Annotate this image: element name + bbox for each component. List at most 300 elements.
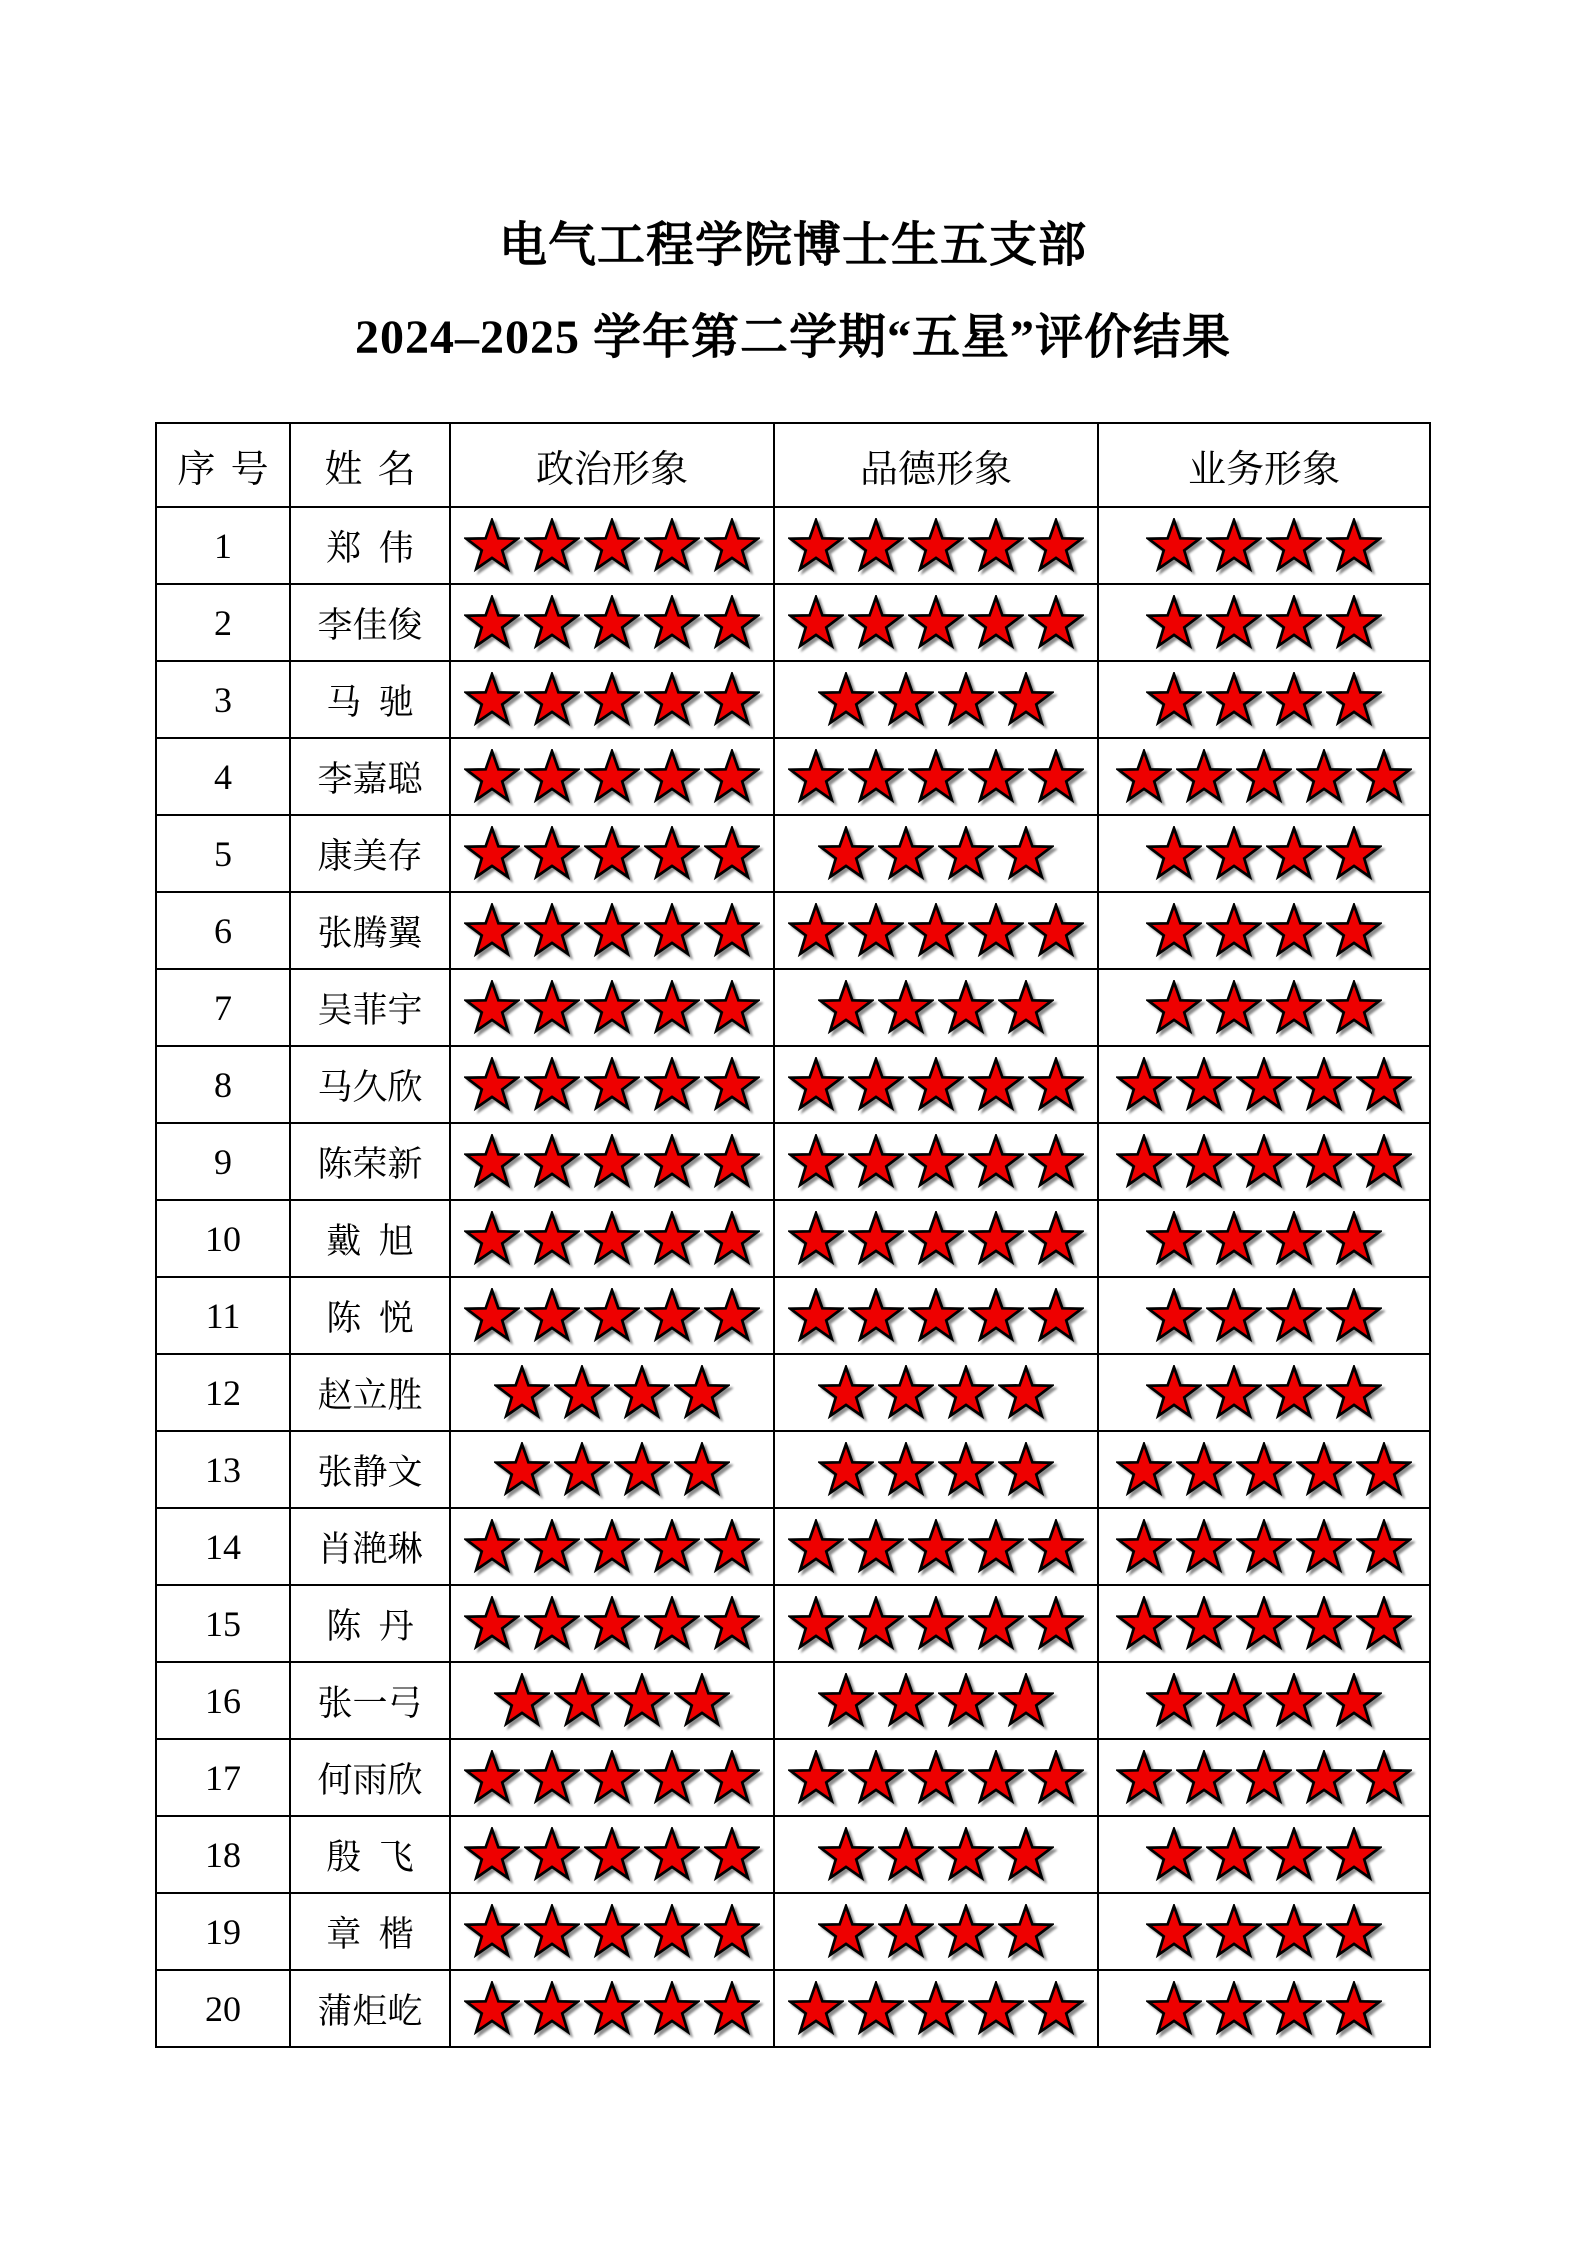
star-icon [644,826,700,882]
political-star-rating [451,1519,773,1575]
star-icon [788,1981,844,2037]
star-icon [494,1673,550,1729]
moral-star-rating [775,1519,1097,1575]
star-icon [464,1750,520,1806]
table-row [156,1354,1430,1431]
row-name-cell: 马驰 [290,661,450,738]
star-icon [848,1134,904,1190]
row-number-cell: 18 [156,1816,290,1893]
star-icon [968,595,1024,651]
star-icon [968,1134,1024,1190]
rating-table-body [156,507,1430,2047]
star-icon [1206,1673,1262,1729]
professional-star-rating [1099,1981,1429,2037]
professional-rating-cell [1098,1739,1430,1816]
political-rating-cell [450,892,774,969]
star-icon [464,1288,520,1344]
star-icon [584,1288,640,1344]
star-icon [644,749,700,805]
star-icon [998,1904,1054,1960]
moral-rating-cell [774,892,1098,969]
star-icon [1176,1134,1232,1190]
star-icon [1116,1442,1172,1498]
star-icon [788,1057,844,1113]
star-icon [788,1211,844,1267]
star-icon [1326,1365,1382,1421]
star-icon [1296,1442,1352,1498]
star-icon [704,1211,760,1267]
political-star-rating [451,903,773,959]
star-icon [554,1442,610,1498]
star-icon [938,826,994,882]
political-star-rating [451,1750,773,1806]
star-icon [848,749,904,805]
star-icon [938,1673,994,1729]
row-number-cell: 15 [156,1585,290,1662]
row-name-cell: 吴菲宇 [290,969,450,1046]
star-icon [1146,672,1202,728]
star-icon [1176,1519,1232,1575]
star-icon [1146,1827,1202,1883]
professional-star-rating [1099,1904,1429,1960]
star-icon [644,1288,700,1344]
star-icon [788,1750,844,1806]
star-icon [524,749,580,805]
row-number-cell: 16 [156,1662,290,1739]
political-rating-cell [450,1662,774,1739]
row-number-cell: 10 [156,1200,290,1277]
star-icon [1356,1442,1412,1498]
star-icon [848,1596,904,1652]
moral-star-rating [775,1596,1097,1652]
moral-rating-cell [774,1508,1098,1585]
row-name-cell: 张腾翼 [290,892,450,969]
star-icon [584,595,640,651]
star-icon [1028,1057,1084,1113]
star-icon [1176,749,1232,805]
star-icon [1206,518,1262,574]
star-icon [908,1750,964,1806]
political-star-rating [451,518,773,574]
moral-star-rating [775,749,1097,805]
star-icon [1146,826,1202,882]
moral-rating-cell [774,507,1098,584]
professional-star-rating [1099,1750,1429,1806]
political-star-rating [451,672,773,728]
star-icon [524,1827,580,1883]
professional-rating-cell [1098,1893,1430,1970]
moral-star-rating [775,980,1097,1036]
star-icon [524,1288,580,1344]
star-icon [1206,1827,1262,1883]
star-icon [1028,1288,1084,1344]
row-number-cell: 13 [156,1431,290,1508]
moral-star-rating [775,1057,1097,1113]
star-icon [644,518,700,574]
row-name-cell: 张静文 [290,1431,450,1508]
professional-rating-cell [1098,1200,1430,1277]
row-name-cell: 肖滟琳 [290,1508,450,1585]
star-icon [584,903,640,959]
political-rating-cell [450,584,774,661]
star-icon [1206,1365,1262,1421]
star-icon [674,1365,730,1421]
moral-rating-cell [774,1277,1098,1354]
political-rating-cell [450,1739,774,1816]
star-icon [1266,1904,1322,1960]
row-number-cell: 17 [156,1739,290,1816]
moral-star-rating [775,518,1097,574]
star-icon [1266,595,1322,651]
star-icon [584,980,640,1036]
moral-star-rating [775,1442,1097,1498]
row-name-cell: 李佳俊 [290,584,450,661]
star-icon [1146,903,1202,959]
star-icon [788,1596,844,1652]
star-icon [938,1442,994,1498]
professional-rating-cell [1098,1123,1430,1200]
star-icon [1236,1134,1292,1190]
professional-star-rating [1099,749,1429,805]
star-icon [848,1750,904,1806]
moral-rating-cell [774,1354,1098,1431]
star-icon [1028,595,1084,651]
star-icon [644,1057,700,1113]
star-icon [968,518,1024,574]
star-icon [524,1134,580,1190]
row-number-cell: 2 [156,584,290,661]
star-icon [1266,903,1322,959]
row-name-cell: 章楷 [290,1893,450,1970]
star-icon [1176,1596,1232,1652]
row-number-cell: 8 [156,1046,290,1123]
star-icon [1356,1134,1412,1190]
moral-star-rating [775,672,1097,728]
star-icon [524,903,580,959]
star-icon [938,1827,994,1883]
star-icon [1356,1750,1412,1806]
star-icon [1326,980,1382,1036]
row-name-cell: 殷飞 [290,1816,450,1893]
star-icon [878,1365,934,1421]
political-rating-cell [450,1277,774,1354]
star-icon [1236,1519,1292,1575]
star-icon [1236,1596,1292,1652]
row-number-cell: 4 [156,738,290,815]
star-icon [788,1519,844,1575]
star-icon [704,518,760,574]
star-icon [524,595,580,651]
table-row [156,815,1430,892]
star-icon [1028,1211,1084,1267]
table-row [156,1277,1430,1354]
star-icon [848,518,904,574]
professional-star-rating [1099,980,1429,1036]
star-icon [704,1904,760,1960]
star-icon [1116,1596,1172,1652]
star-icon [1356,1596,1412,1652]
star-icon [1206,903,1262,959]
row-number-cell: 7 [156,969,290,1046]
star-icon [848,595,904,651]
professional-star-rating [1099,1827,1429,1883]
row-number-cell: 6 [156,892,290,969]
star-icon [968,1596,1024,1652]
star-icon [524,1750,580,1806]
table-row [156,969,1430,1046]
star-icon [788,595,844,651]
star-icon [1028,1134,1084,1190]
header-no: 序号 [156,423,290,507]
star-icon [878,1442,934,1498]
political-star-rating [451,1211,773,1267]
star-icon [1266,1365,1322,1421]
professional-rating-cell [1098,1277,1430,1354]
political-rating-cell [450,1508,774,1585]
professional-rating-cell [1098,1970,1430,2047]
star-icon [968,1519,1024,1575]
star-icon [704,980,760,1036]
row-number-cell: 9 [156,1123,290,1200]
moral-rating-cell [774,1970,1098,2047]
star-icon [1296,1519,1352,1575]
moral-rating-cell [774,969,1098,1046]
moral-rating-cell [774,1816,1098,1893]
star-icon [584,1211,640,1267]
star-icon [908,903,964,959]
star-icon [878,1673,934,1729]
professional-star-rating [1099,903,1429,959]
star-icon [908,1981,964,2037]
moral-star-rating [775,1211,1097,1267]
star-icon [1326,1827,1382,1883]
header-name: 姓名 [290,423,450,507]
professional-star-rating [1099,672,1429,728]
star-icon [1236,1057,1292,1113]
star-icon [464,903,520,959]
star-icon [788,1134,844,1190]
professional-rating-cell [1098,1662,1430,1739]
star-icon [1266,1211,1322,1267]
table-row [156,1739,1430,1816]
star-icon [998,1442,1054,1498]
political-rating-cell [450,1970,774,2047]
star-icon [1206,980,1262,1036]
star-icon [1296,749,1352,805]
star-icon [788,518,844,574]
star-icon [704,903,760,959]
political-rating-cell [450,1431,774,1508]
professional-rating-cell [1098,1354,1430,1431]
star-icon [704,1596,760,1652]
political-rating-cell [450,969,774,1046]
star-icon [464,980,520,1036]
political-star-rating [451,1904,773,1960]
star-icon [524,1981,580,2037]
professional-rating-cell [1098,738,1430,815]
star-icon [1296,1750,1352,1806]
header-professional: 业务形象 [1098,423,1430,507]
star-icon [1356,1057,1412,1113]
star-icon [704,595,760,651]
star-icon [908,1134,964,1190]
star-icon [1296,1134,1352,1190]
star-icon [1326,1211,1382,1267]
table-row [156,892,1430,969]
political-star-rating [451,1057,773,1113]
star-icon [818,1365,874,1421]
star-icon [1028,749,1084,805]
star-icon [1146,518,1202,574]
star-icon [464,1904,520,1960]
political-rating-cell [450,738,774,815]
star-icon [908,1288,964,1344]
star-icon [848,1981,904,2037]
star-icon [818,826,874,882]
political-star-rating [451,1827,773,1883]
star-icon [704,749,760,805]
star-icon [584,1134,640,1190]
moral-rating-cell [774,1739,1098,1816]
star-icon [1146,1981,1202,2037]
star-icon [848,1211,904,1267]
row-name-cell: 何雨欣 [290,1739,450,1816]
moral-star-rating [775,1981,1097,2037]
row-name-cell: 郑伟 [290,507,450,584]
moral-star-rating [775,1827,1097,1883]
star-icon [464,672,520,728]
star-icon [1266,1981,1322,2037]
row-name-cell: 张一弓 [290,1662,450,1739]
moral-rating-cell [774,1200,1098,1277]
star-icon [1028,1981,1084,2037]
professional-rating-cell [1098,584,1430,661]
star-icon [644,1904,700,1960]
star-icon [1326,1904,1382,1960]
star-icon [1356,749,1412,805]
star-icon [614,1442,670,1498]
star-icon [968,1211,1024,1267]
star-icon [1236,1442,1292,1498]
moral-star-rating [775,1134,1097,1190]
star-icon [818,1827,874,1883]
star-icon [848,1057,904,1113]
moral-star-rating [775,903,1097,959]
political-rating-cell [450,661,774,738]
star-icon [1236,1750,1292,1806]
moral-rating-cell [774,815,1098,892]
star-icon [1206,595,1262,651]
star-icon [584,1981,640,2037]
political-rating-cell [450,1200,774,1277]
star-icon [644,1596,700,1652]
star-icon [878,1904,934,1960]
star-icon [524,1596,580,1652]
star-icon [584,1904,640,1960]
star-icon [644,1519,700,1575]
star-icon [938,1904,994,1960]
table-row [156,661,1430,738]
political-star-rating [451,1596,773,1652]
row-name-cell: 康美存 [290,815,450,892]
table-row [156,584,1430,661]
moral-rating-cell [774,1046,1098,1123]
professional-star-rating [1099,1442,1429,1498]
row-number-cell: 3 [156,661,290,738]
political-star-rating [451,980,773,1036]
star-icon [908,518,964,574]
moral-star-rating [775,1750,1097,1806]
star-icon [644,903,700,959]
row-number-cell: 11 [156,1277,290,1354]
star-icon [1176,1442,1232,1498]
star-icon [584,1750,640,1806]
professional-rating-cell [1098,1508,1430,1585]
row-name-cell: 马久欣 [290,1046,450,1123]
star-icon [584,826,640,882]
star-icon [1028,1519,1084,1575]
professional-rating-cell [1098,1046,1430,1123]
star-icon [998,1365,1054,1421]
star-icon [704,672,760,728]
moral-rating-cell [774,584,1098,661]
political-star-rating [451,1365,773,1421]
star-icon [908,1519,964,1575]
star-icon [818,980,874,1036]
row-name-cell: 戴旭 [290,1200,450,1277]
star-icon [1266,1827,1322,1883]
star-icon [848,903,904,959]
professional-rating-cell [1098,815,1430,892]
professional-star-rating [1099,595,1429,651]
row-name-cell: 赵立胜 [290,1354,450,1431]
star-icon [818,672,874,728]
moral-rating-cell [774,661,1098,738]
star-icon [704,1134,760,1190]
moral-rating-cell [774,1585,1098,1662]
moral-star-rating [775,1365,1097,1421]
star-icon [1326,903,1382,959]
star-icon [464,1827,520,1883]
star-icon [1146,1673,1202,1729]
moral-star-rating [775,1673,1097,1729]
table-row [156,1662,1430,1739]
star-icon [614,1673,670,1729]
star-icon [704,1519,760,1575]
moral-star-rating [775,1288,1097,1344]
rating-table-header [156,423,1430,507]
political-rating-cell [450,507,774,584]
star-icon [908,1057,964,1113]
row-number-cell: 20 [156,1970,290,2047]
professional-star-rating [1099,518,1429,574]
moral-star-rating [775,595,1097,651]
political-star-rating [451,1134,773,1190]
star-icon [1206,1981,1262,2037]
star-icon [464,595,520,651]
star-icon [878,980,934,1036]
star-icon [644,1750,700,1806]
moral-rating-cell [774,1893,1098,1970]
header-moral: 品德形象 [774,423,1098,507]
star-icon [494,1442,550,1498]
star-icon [998,826,1054,882]
moral-rating-cell [774,1123,1098,1200]
row-number-cell: 12 [156,1354,290,1431]
star-icon [584,518,640,574]
star-icon [644,672,700,728]
star-icon [554,1673,610,1729]
